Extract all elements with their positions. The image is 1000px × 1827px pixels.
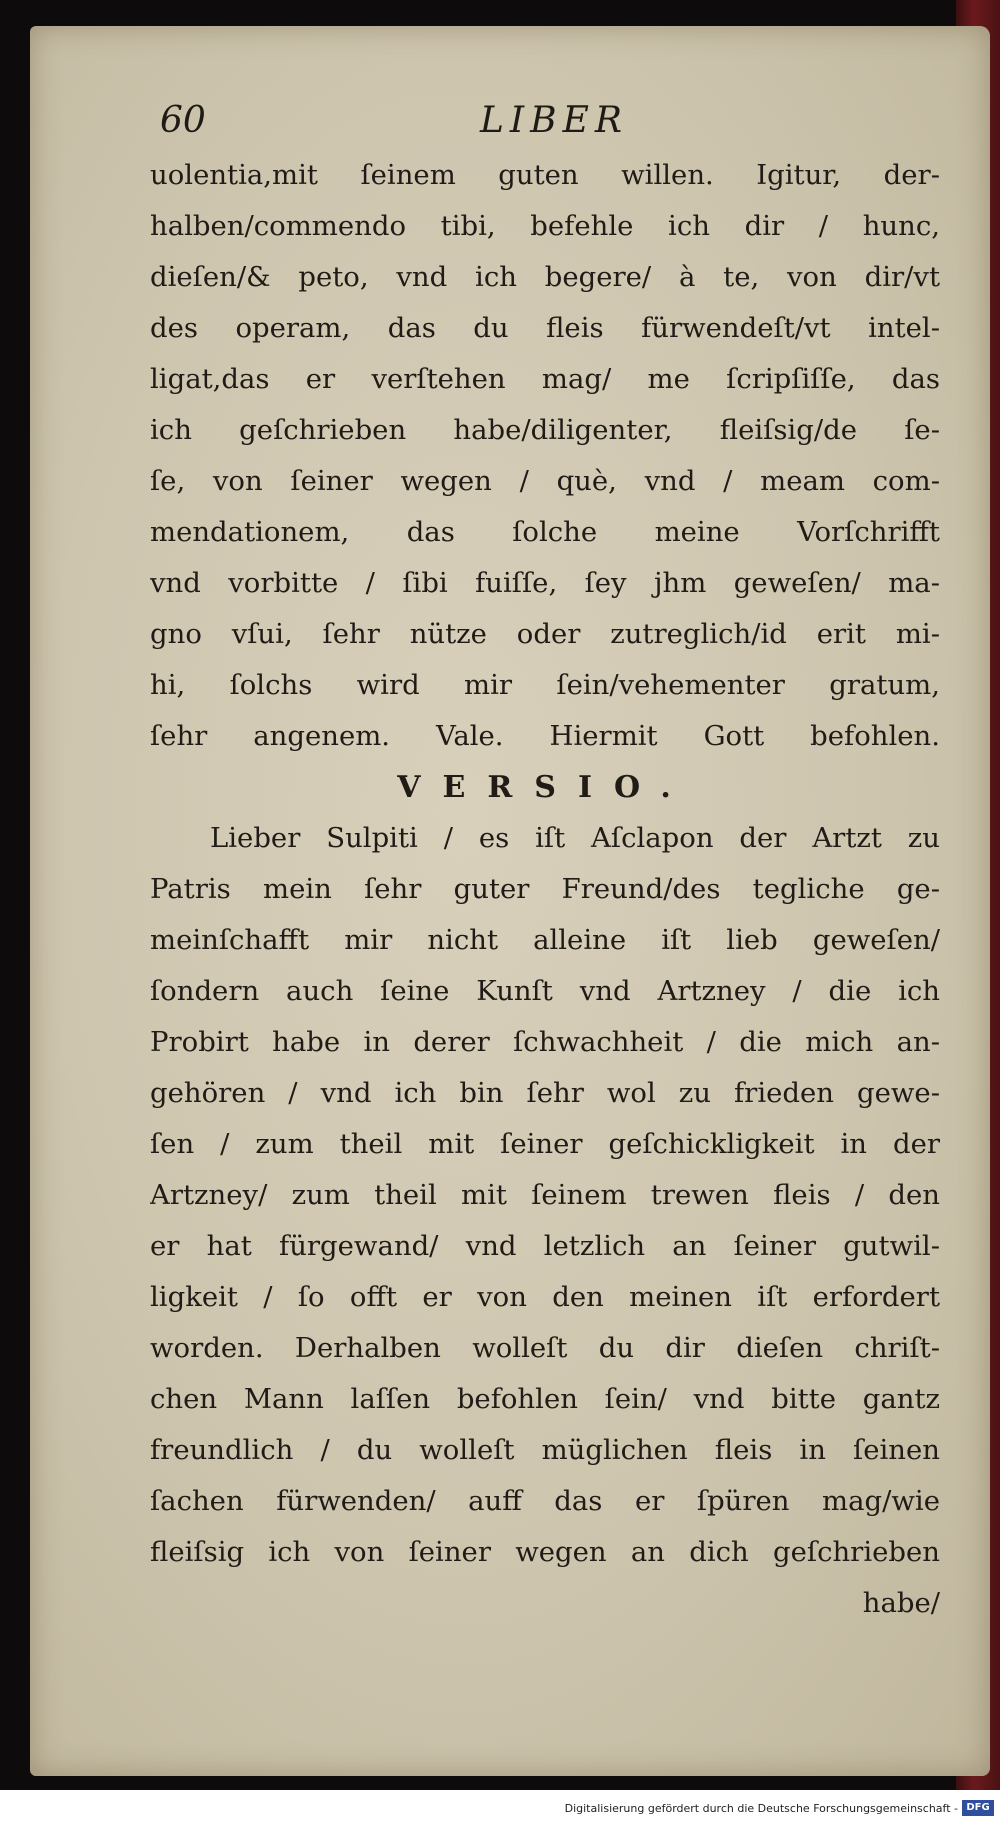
text-line: Patris mein ſehr guter Freund/des tegliche ge- — [150, 873, 940, 905]
text-line: ſehr angenem. Vale. Hiermit Gott befohlen. — [150, 720, 940, 752]
text-line: vnd vorbitte / ſibi fuiſſe, ſey jhm geweſen/ ma- — [150, 567, 940, 599]
section-heading: VERSIO. — [397, 770, 693, 805]
text-line: chen Mann laſſen befohlen ſein/ vnd bitte gantz — [150, 1383, 940, 1415]
text-line: fleiſsig ich von ſeiner wegen an dich geſchrieben — [150, 1536, 940, 1568]
text-line: ſen / zum theil mit ſeiner geſchickligkeit in der — [150, 1128, 940, 1160]
text-line: ich geſchrieben habe/diligenter, fleiſsig/de ſe- — [150, 414, 940, 446]
text-line: hi, ſolchs wird mir ſein/vehementer gratum, — [150, 669, 940, 701]
text-line: dieſen/& peto, vnd ich begere/ à te, von dir/vt — [150, 261, 940, 293]
text-line: ſe, von ſeiner wegen / què, vnd / meam com- — [150, 465, 940, 497]
digitization-footer — [0, 1790, 1000, 1827]
text-line: ſachen fürwenden/ auff das er ſpüren mag/wie — [150, 1485, 940, 1517]
text-line: des operam, das du fleis fürwendeſt/vt intel- — [150, 312, 940, 344]
text-line: Artzney/ zum theil mit ſeinem trewen fleis / den — [150, 1179, 940, 1211]
text-line: meinſchafft mir nicht alleine iſt lieb geweſen/ — [150, 924, 940, 956]
text-line: Lieber Sulpiti / es iſt Aſclapon der Artzt zu — [210, 822, 940, 854]
text-line: gehören / vnd ich bin ſehr wol zu frieden gewe- — [150, 1077, 940, 1109]
dfg-logo: DFG — [962, 1800, 994, 1816]
funding-credit: Digitalisierung gefördert durch die Deutsche Forschungsgemeinschaft - — [564, 1802, 958, 1815]
text-line: ligkeit / ſo offt er von den meinen iſt erfordert — [150, 1281, 940, 1313]
text-line: er hat fürgewand/ vnd letzlich an ſeiner gutwil- — [150, 1230, 940, 1262]
text-line: gno vſui, ſehr nütze oder zutreglich/id erit mi- — [150, 618, 940, 650]
running-head: LIBER — [480, 100, 628, 141]
text-line: freundlich / du wolleſt müglichen fleis in ſeinen — [150, 1434, 940, 1466]
text-line: halben/commendo tibi, befehle ich dir / hunc, — [150, 210, 940, 242]
text-line: ligat,das er verſtehen mag/ me ſcripſiſſe, das — [150, 363, 940, 395]
text-block — [150, 150, 940, 1629]
catchword: habe/ — [862, 1587, 940, 1619]
text-line: ſondern auch ſeine Kunſt vnd Artzney / die ich — [150, 975, 940, 1007]
text-line: Probirt habe in derer ſchwachheit / die mich an- — [150, 1026, 940, 1058]
text-line: mendationem, das ſolche meine Vorſchrifft — [150, 516, 940, 548]
page-header — [160, 100, 940, 150]
text-line: worden. Derhalben wolleſt du dir dieſen chriſt- — [150, 1332, 940, 1364]
page-number: 60 — [160, 100, 206, 141]
text-line: uolentia,mit ſeinem guten willen. Igitur, der- — [150, 159, 940, 191]
